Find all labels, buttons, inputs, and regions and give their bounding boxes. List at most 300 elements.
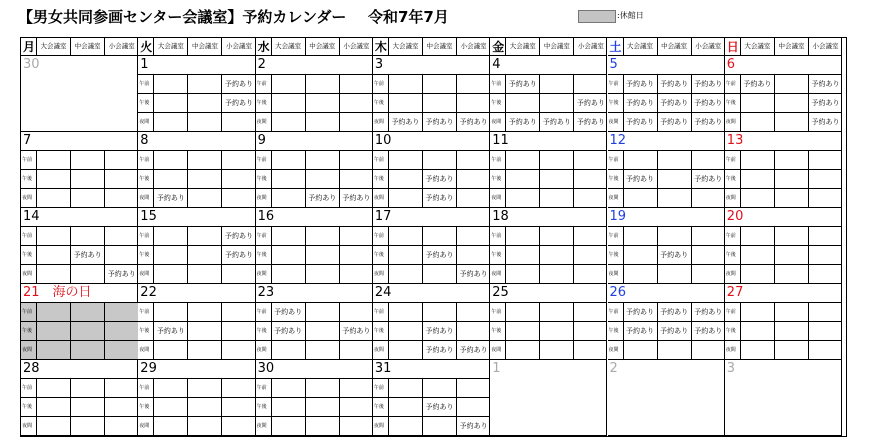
reservation-cell[interactable] (505, 189, 539, 207)
reservation-cell[interactable] (573, 170, 607, 188)
reservation-cell[interactable] (388, 151, 422, 169)
reservation-cell[interactable] (305, 379, 339, 397)
time-slot-row (725, 112, 842, 131)
reservation-cell[interactable] (422, 94, 456, 112)
reservation-cell[interactable] (573, 151, 607, 169)
reservation-cell[interactable] (774, 113, 808, 131)
day-cell (256, 56, 373, 132)
reservation-cell[interactable]: 予約あり (657, 303, 691, 321)
reservation-cell[interactable]: 予約あり (422, 398, 456, 416)
reservation-cell[interactable] (153, 170, 187, 188)
reservation-cell[interactable] (691, 246, 725, 264)
reservation-cell[interactable] (774, 151, 808, 169)
reservation-cell[interactable]: 予約あり (740, 75, 774, 93)
reservation-cell[interactable] (657, 189, 691, 207)
reservation-cell[interactable]: 予約あり (104, 265, 138, 283)
reservation-cell[interactable] (70, 189, 104, 207)
reservation-cell[interactable]: 予約あり (691, 303, 725, 321)
reservation-cell[interactable] (187, 170, 221, 188)
reservation-cell[interactable] (305, 265, 339, 283)
reservation-cell[interactable] (187, 94, 221, 112)
reservation-cell[interactable] (623, 189, 657, 207)
reservation-cell[interactable] (271, 189, 305, 207)
reservation-cell[interactable]: 予約あり (691, 113, 725, 131)
reservation-cell[interactable]: 予約あり (623, 113, 657, 131)
reservation-cell[interactable]: 予約あり (388, 113, 422, 131)
day-cell (256, 284, 373, 360)
reservation-cell[interactable] (539, 341, 573, 359)
reservation-cell[interactable]: 予約あり (271, 322, 305, 340)
reservation-cell[interactable] (305, 246, 339, 264)
reservation-cell[interactable] (539, 170, 573, 188)
reservation-cell[interactable] (187, 341, 221, 359)
reservation-cell[interactable] (36, 265, 70, 283)
reservation-cell[interactable] (70, 151, 104, 169)
reservation-cell[interactable]: 予約あり (573, 113, 607, 131)
reservation-cell[interactable] (808, 265, 842, 283)
reservation-cell[interactable] (657, 151, 691, 169)
reservation-cell[interactable]: 予約あり (271, 303, 305, 321)
reservation-cell[interactable] (153, 227, 187, 245)
reservation-cell[interactable] (808, 189, 842, 207)
reservation-cell[interactable] (740, 94, 774, 112)
reservation-cell[interactable] (187, 189, 221, 207)
reservation-cell[interactable] (187, 151, 221, 169)
reservation-cell[interactable] (221, 151, 255, 169)
reservation-cell[interactable] (339, 265, 373, 283)
reservation-cell[interactable] (691, 189, 725, 207)
reservation-cell[interactable] (153, 151, 187, 169)
reservation-cell[interactable] (153, 75, 187, 93)
reservation-cell[interactable] (70, 303, 104, 321)
reservation-cell[interactable] (221, 189, 255, 207)
slot-label: 午前 (491, 309, 502, 315)
reservation-cell[interactable] (740, 303, 774, 321)
reservation-cell[interactable] (657, 227, 691, 245)
reservation-cell[interactable] (104, 379, 138, 397)
reservation-cell[interactable] (539, 94, 573, 112)
reservation-cell[interactable] (305, 417, 339, 435)
reservation-cell[interactable] (623, 246, 657, 264)
time-slot-row (725, 188, 842, 207)
reservation-cell[interactable] (339, 379, 373, 397)
reservation-cell[interactable] (271, 246, 305, 264)
reservation-cell[interactable]: 予約あり (305, 189, 339, 207)
reservation-cell[interactable] (339, 303, 373, 321)
reservation-cell[interactable] (36, 227, 70, 245)
reservation-cell[interactable] (539, 227, 573, 245)
reservation-cell[interactable] (187, 398, 221, 416)
reservation-cell[interactable] (305, 227, 339, 245)
reservation-cell[interactable] (774, 341, 808, 359)
slot-label: 夜間 (373, 119, 384, 125)
reservation-cell[interactable] (339, 417, 373, 435)
reservation-cell[interactable] (305, 170, 339, 188)
reservation-cell[interactable] (388, 398, 422, 416)
slot-label: 夜間 (725, 347, 736, 353)
reservation-cell[interactable] (221, 265, 255, 283)
reservation-cell[interactable] (339, 151, 373, 169)
day-cell (21, 284, 138, 360)
reservation-cell[interactable] (388, 322, 422, 340)
reservation-cell[interactable] (70, 398, 104, 416)
reservation-cell[interactable] (740, 170, 774, 188)
reservation-cell[interactable] (422, 151, 456, 169)
reservation-cell[interactable]: 予約あり (221, 94, 255, 112)
reservation-cell[interactable]: 予約あり (573, 94, 607, 112)
reservation-cell[interactable] (305, 322, 339, 340)
reservation-cell[interactable] (271, 75, 305, 93)
reservation-cell[interactable] (70, 322, 104, 340)
reservation-cell[interactable]: 予約あり (657, 113, 691, 131)
reservation-cell[interactable] (505, 94, 539, 112)
slot-label: 午後 (139, 252, 150, 258)
reservation-cell[interactable] (456, 322, 490, 340)
reservation-cell[interactable] (271, 151, 305, 169)
reservation-cell[interactable] (740, 189, 774, 207)
reservation-cell[interactable] (388, 417, 422, 435)
reservation-cell[interactable] (36, 398, 70, 416)
reservation-cell[interactable] (539, 322, 573, 340)
reservation-cell[interactable] (271, 341, 305, 359)
reservation-cell[interactable]: 予約あり (808, 75, 842, 93)
reservation-cell[interactable] (153, 417, 187, 435)
reservation-cell[interactable] (221, 379, 255, 397)
reservation-cell[interactable] (456, 170, 490, 188)
reservation-cell[interactable] (505, 303, 539, 321)
reservation-cell[interactable] (153, 398, 187, 416)
reservation-cell[interactable] (70, 170, 104, 188)
reservation-cell[interactable] (456, 379, 490, 397)
reservation-cell[interactable] (505, 227, 539, 245)
reservation-cell[interactable] (740, 113, 774, 131)
reservation-cell[interactable] (187, 322, 221, 340)
reservation-cell[interactable] (740, 246, 774, 264)
reservation-cell[interactable] (740, 227, 774, 245)
reservation-cell[interactable] (388, 379, 422, 397)
reservation-cell[interactable] (657, 265, 691, 283)
reservation-cell[interactable] (774, 246, 808, 264)
reservation-cell[interactable] (422, 417, 456, 435)
reservation-cell[interactable]: 予約あり (505, 75, 539, 93)
reservation-cell[interactable] (691, 265, 725, 283)
reservation-cell[interactable] (339, 246, 373, 264)
reservation-cell[interactable] (70, 341, 104, 359)
reservation-cell[interactable] (456, 303, 490, 321)
reservation-cell[interactable]: 予約あり (70, 246, 104, 264)
reservation-cell[interactable] (505, 246, 539, 264)
reservation-cell[interactable] (573, 303, 607, 321)
reservation-cell[interactable] (774, 189, 808, 207)
reservation-cell[interactable] (456, 75, 490, 93)
reservation-cell[interactable] (505, 265, 539, 283)
reservation-cell[interactable] (104, 189, 138, 207)
reservation-cell[interactable] (808, 151, 842, 169)
reservation-cell[interactable] (221, 398, 255, 416)
reservation-cell[interactable] (305, 75, 339, 93)
reservation-cell[interactable] (808, 322, 842, 340)
reservation-cell[interactable]: 予約あり (456, 341, 490, 359)
reservation-cell[interactable]: 予約あり (623, 94, 657, 112)
reservation-cell[interactable] (808, 341, 842, 359)
reservation-cell[interactable] (271, 398, 305, 416)
reservation-cell[interactable] (505, 170, 539, 188)
reservation-cell[interactable] (623, 227, 657, 245)
slot-label: 夜間 (373, 195, 384, 201)
reservation-cell[interactable] (623, 341, 657, 359)
reservation-cell[interactable] (221, 322, 255, 340)
reservation-cell[interactable] (774, 265, 808, 283)
reservation-cell[interactable] (104, 151, 138, 169)
reservation-cell[interactable]: 予約あり (422, 189, 456, 207)
reservation-cell[interactable]: 予約あり (422, 113, 456, 131)
reservation-cell[interactable] (339, 170, 373, 188)
reservation-cell[interactable] (187, 303, 221, 321)
reservation-cell[interactable] (36, 417, 70, 435)
reservation-cell[interactable] (187, 417, 221, 435)
reservation-cell[interactable] (388, 246, 422, 264)
reservation-cell[interactable] (104, 417, 138, 435)
reservation-cell[interactable] (153, 303, 187, 321)
reservation-cell[interactable] (573, 75, 607, 93)
reservation-cell[interactable]: 予約あり (623, 322, 657, 340)
reservation-cell[interactable] (573, 246, 607, 264)
reservation-cell[interactable]: 予約あり (623, 75, 657, 93)
reservation-cell[interactable] (539, 189, 573, 207)
reservation-cell[interactable] (221, 303, 255, 321)
reservation-cell[interactable] (774, 227, 808, 245)
reservation-cell[interactable] (339, 341, 373, 359)
reservation-cell[interactable] (388, 94, 422, 112)
slot-label: 夜間 (725, 119, 736, 125)
reservation-cell[interactable] (623, 265, 657, 283)
reservation-cell[interactable]: 予約あり (505, 113, 539, 131)
reservation-cell[interactable] (187, 113, 221, 131)
reservation-cell[interactable]: 予約あり (691, 75, 725, 93)
reservation-cell[interactable] (221, 417, 255, 435)
reservation-cell[interactable] (271, 379, 305, 397)
reservation-cell[interactable] (339, 227, 373, 245)
reservation-cell[interactable] (187, 379, 221, 397)
reservation-cell[interactable] (70, 265, 104, 283)
reservation-cell[interactable] (422, 227, 456, 245)
reservation-cell[interactable] (456, 151, 490, 169)
reservation-cell[interactable] (187, 246, 221, 264)
day-cell (725, 360, 842, 436)
reservation-cell[interactable] (153, 265, 187, 283)
weekday-header (138, 38, 255, 56)
reservation-cell[interactable] (774, 303, 808, 321)
reservation-cell[interactable]: 予約あり (691, 170, 725, 188)
reservation-cell[interactable] (808, 227, 842, 245)
reservation-cell[interactable] (691, 341, 725, 359)
reservation-cell[interactable] (339, 94, 373, 112)
reservation-cell[interactable] (740, 151, 774, 169)
reservation-cell[interactable]: 予約あり (422, 246, 456, 264)
reservation-cell[interactable] (221, 170, 255, 188)
reservation-cell[interactable]: 予約あり (691, 94, 725, 112)
reservation-cell[interactable] (187, 75, 221, 93)
reservation-cell[interactable] (221, 341, 255, 359)
reservation-cell[interactable] (388, 227, 422, 245)
reservation-cell[interactable]: 予約あり (221, 227, 255, 245)
reservation-cell[interactable] (104, 227, 138, 245)
reservation-cell[interactable] (691, 227, 725, 245)
reservation-cell[interactable] (305, 303, 339, 321)
reservation-cell[interactable] (36, 322, 70, 340)
reservation-cell[interactable]: 予約あり (422, 322, 456, 340)
reservation-cell[interactable] (505, 341, 539, 359)
reservation-cell[interactable] (456, 246, 490, 264)
reservation-cell[interactable] (657, 170, 691, 188)
reservation-cell[interactable] (305, 341, 339, 359)
reservation-cell[interactable] (305, 113, 339, 131)
reservation-cell[interactable] (388, 303, 422, 321)
reservation-cell[interactable]: 予約あり (221, 75, 255, 93)
reservation-cell[interactable] (422, 303, 456, 321)
reservation-cell[interactable] (422, 265, 456, 283)
reservation-cell[interactable] (187, 227, 221, 245)
reservation-cell[interactable]: 予約あり (691, 322, 725, 340)
reservation-cell[interactable] (623, 151, 657, 169)
reservation-cell[interactable] (573, 227, 607, 245)
reservation-cell[interactable] (774, 322, 808, 340)
reservation-cell[interactable]: 予約あり (456, 265, 490, 283)
reservation-cell[interactable] (539, 303, 573, 321)
reservation-cell[interactable] (339, 75, 373, 93)
reservation-cell[interactable] (70, 227, 104, 245)
reservation-cell[interactable] (104, 398, 138, 416)
reservation-cell[interactable] (774, 75, 808, 93)
day-number: 31 (374, 361, 392, 376)
reservation-cell[interactable]: 予約あり (221, 246, 255, 264)
reservation-cell[interactable] (422, 379, 456, 397)
reservation-cell[interactable] (70, 379, 104, 397)
slot-label: 午前 (22, 385, 33, 391)
reservation-cell[interactable] (505, 322, 539, 340)
reservation-cell[interactable]: 予約あり (422, 341, 456, 359)
reservation-cell[interactable] (573, 341, 607, 359)
reservation-cell[interactable] (456, 398, 490, 416)
reservation-cell[interactable] (388, 341, 422, 359)
reservation-cell[interactable] (153, 379, 187, 397)
reservation-cell[interactable]: 予約あり (339, 189, 373, 207)
reservation-cell[interactable] (740, 265, 774, 283)
slot-label: 午前 (373, 309, 384, 315)
reservation-cell[interactable] (740, 341, 774, 359)
reservation-cell[interactable] (456, 94, 490, 112)
reservation-cell[interactable] (539, 265, 573, 283)
reservation-cell[interactable] (539, 151, 573, 169)
reservation-cell[interactable] (271, 170, 305, 188)
reservation-cell[interactable] (271, 94, 305, 112)
reservation-cell[interactable]: 予約あり (657, 322, 691, 340)
reservation-cell[interactable] (36, 170, 70, 188)
reservation-cell[interactable] (36, 341, 70, 359)
reservation-cell[interactable]: 予約あり (623, 303, 657, 321)
reservation-cell[interactable] (774, 170, 808, 188)
reservation-cell[interactable] (104, 246, 138, 264)
reservation-cell[interactable] (305, 398, 339, 416)
reservation-cell[interactable] (539, 75, 573, 93)
reservation-cell[interactable] (339, 398, 373, 416)
reservation-cell[interactable] (153, 94, 187, 112)
reservation-cell[interactable] (271, 417, 305, 435)
reservation-cell[interactable]: 予約あり (153, 322, 187, 340)
reservation-cell[interactable] (36, 189, 70, 207)
reservation-cell[interactable] (36, 303, 70, 321)
reservation-cell[interactable]: 予約あり (153, 189, 187, 207)
reservation-cell[interactable] (104, 170, 138, 188)
reservation-cell[interactable] (573, 322, 607, 340)
reservation-cell[interactable]: 予約あり (422, 170, 456, 188)
reservation-cell[interactable] (505, 151, 539, 169)
reservation-cell[interactable] (104, 341, 138, 359)
reservation-cell[interactable] (187, 265, 221, 283)
reservation-cell[interactable] (808, 303, 842, 321)
reservation-cell[interactable] (774, 94, 808, 112)
reservation-cell[interactable] (70, 417, 104, 435)
reservation-cell[interactable] (221, 113, 255, 131)
reservation-cell[interactable]: 予約あり (339, 322, 373, 340)
reservation-cell[interactable]: 予約あり (456, 417, 490, 435)
reservation-cell[interactable] (305, 151, 339, 169)
slot-label: 夜間 (491, 347, 502, 353)
reservation-cell[interactable] (388, 170, 422, 188)
reservation-cell[interactable] (153, 246, 187, 264)
reservation-cell[interactable] (388, 75, 422, 93)
reservation-cell[interactable]: 予約あり (623, 170, 657, 188)
reservation-cell[interactable]: 予約あり (808, 94, 842, 112)
reservation-cell[interactable]: 予約あり (657, 246, 691, 264)
reservation-cell[interactable] (388, 189, 422, 207)
time-slot-row (373, 226, 490, 245)
day-number: 3 (726, 361, 736, 376)
reservation-cell[interactable] (271, 265, 305, 283)
reservation-cell[interactable] (36, 379, 70, 397)
reservation-cell[interactable] (36, 151, 70, 169)
reservation-cell[interactable] (422, 75, 456, 93)
reservation-cell[interactable]: 予約あり (539, 113, 573, 131)
reservation-cell[interactable] (271, 113, 305, 131)
reservation-cell[interactable] (339, 113, 373, 131)
reservation-cell[interactable]: 予約あり (808, 113, 842, 131)
reservation-cell[interactable] (36, 246, 70, 264)
reservation-cell[interactable] (573, 189, 607, 207)
reservation-cell[interactable] (456, 189, 490, 207)
reservation-cell[interactable]: 予約あり (657, 94, 691, 112)
reservation-cell[interactable]: 予約あり (657, 75, 691, 93)
reservation-cell[interactable] (657, 341, 691, 359)
reservation-cell[interactable] (104, 303, 138, 321)
reservation-cell[interactable] (305, 94, 339, 112)
reservation-cell[interactable] (271, 227, 305, 245)
reservation-cell[interactable] (740, 322, 774, 340)
reservation-cell[interactable] (808, 246, 842, 264)
reservation-cell[interactable] (456, 227, 490, 245)
reservation-cell[interactable]: 予約あり (456, 113, 490, 131)
slot-label: 午前 (256, 157, 267, 163)
reservation-cell[interactable] (808, 170, 842, 188)
reservation-cell[interactable] (388, 265, 422, 283)
reservation-cell[interactable] (153, 113, 187, 131)
reservation-cell[interactable] (691, 151, 725, 169)
reservation-cell[interactable] (104, 322, 138, 340)
reservation-cell[interactable] (539, 246, 573, 264)
reservation-cell[interactable] (573, 265, 607, 283)
time-slot-row (608, 264, 725, 283)
reservation-cell[interactable] (153, 341, 187, 359)
